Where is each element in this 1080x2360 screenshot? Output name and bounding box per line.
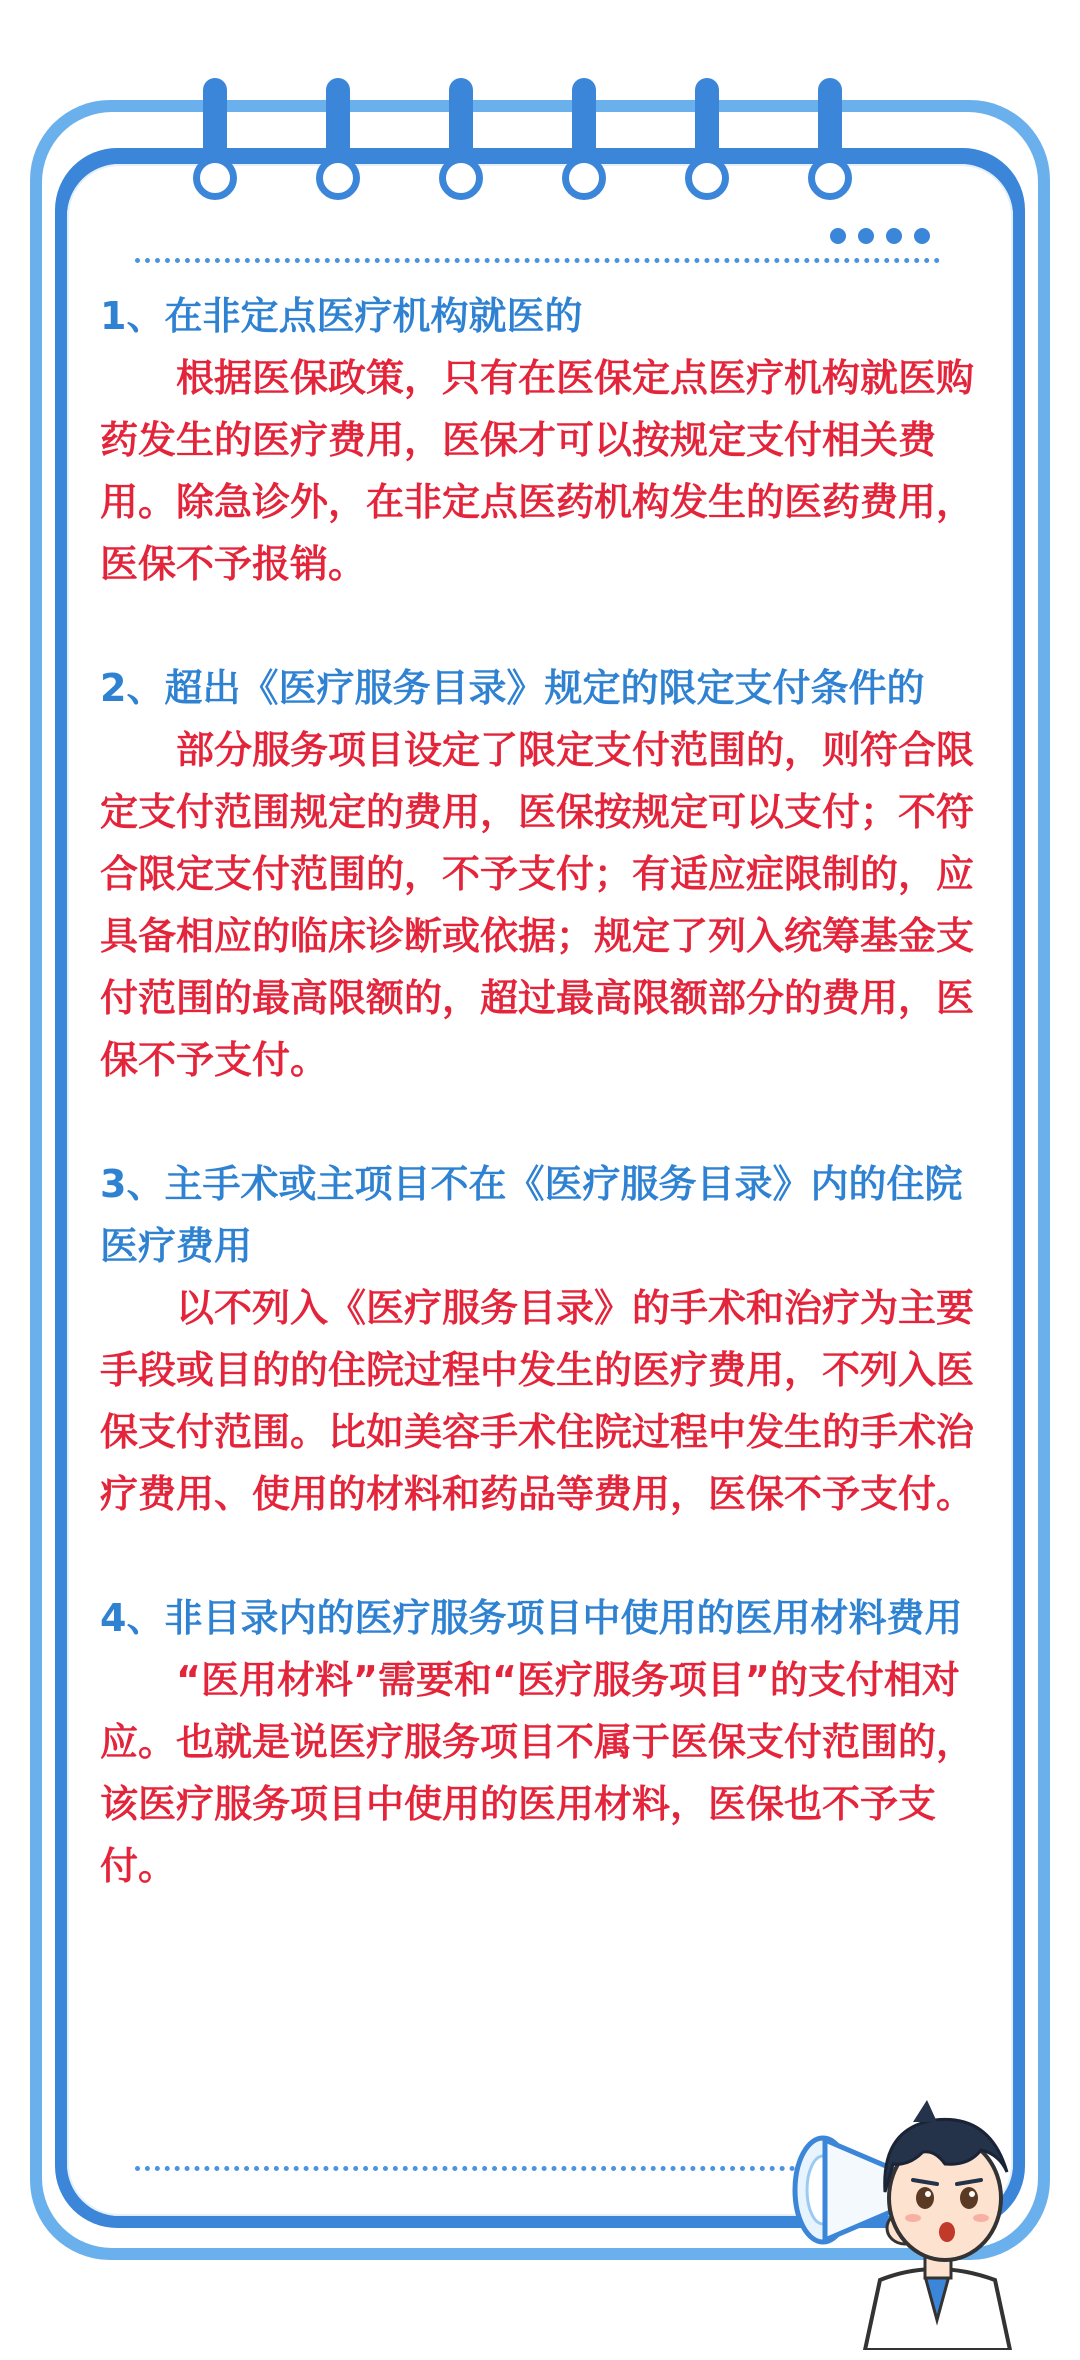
section-heading: 1、在非定点医疗机构就医的 — [100, 294, 583, 338]
section-heading: 3、主手术或主项目不在《医疗服务目录》内的住院医疗费用 — [100, 1162, 963, 1268]
content-area — [100, 285, 980, 1959]
top-dotted-divider — [135, 258, 940, 263]
section-body: “医用材料”需要和“医疗服务项目”的支付相对应。也就是说医疗服务项目不属于医保支付范围的，该医疗服务项目中使用的医用材料，医保也不予支付。 — [100, 1658, 975, 1888]
notebook-ring-icon — [559, 78, 609, 198]
section-1 — [100, 285, 980, 595]
bottom-dotted-divider — [135, 2166, 825, 2171]
notebook-ring-icon — [313, 78, 363, 198]
section-2 — [100, 657, 980, 1091]
mascot-with-megaphone — [785, 2080, 1025, 2350]
section-body: 根据医保政策，只有在医保定点医疗机构就医购药发生的医疗费用，医保才可以按规定支付相关费用。除急诊外，在非定点医药机构发生的医药费用，医保不予报销。 — [100, 356, 975, 586]
decorative-dots — [830, 228, 930, 244]
section-body: 部分服务项目设定了限定支付范围的，则符合限定支付范围规定的费用，医保按规定可以支付；不符合限定支付范围的，不予支付；有适应症限制的，应具备相应的临床诊断或依据；规定了列入统筹基金支付范围的最高限额的，超过最高限额部分的费用，医保不予支付。 — [100, 728, 975, 1082]
section-heading: 4、非目录内的医疗服务项目中使用的医用材料费用 — [100, 1596, 963, 1640]
notebook-ring-icon — [436, 78, 486, 198]
section-body: 以不列入《医疗服务目录》的手术和治疗为主要手段或目的的住院过程中发生的医疗费用，不列入医保支付范围。比如美容手术住院过程中发生的手术治疗费用、使用的材料和药品等费用，医保不予支付。 — [100, 1286, 975, 1516]
notebook-ring-icon — [190, 78, 240, 198]
section-4 — [100, 1587, 980, 1897]
notebook-ring-icon — [805, 78, 855, 198]
section-heading: 2、超出《医疗服务目录》规定的限定支付条件的 — [100, 666, 925, 710]
section-3 — [100, 1153, 980, 1525]
notebook-ring-icon — [682, 78, 732, 198]
